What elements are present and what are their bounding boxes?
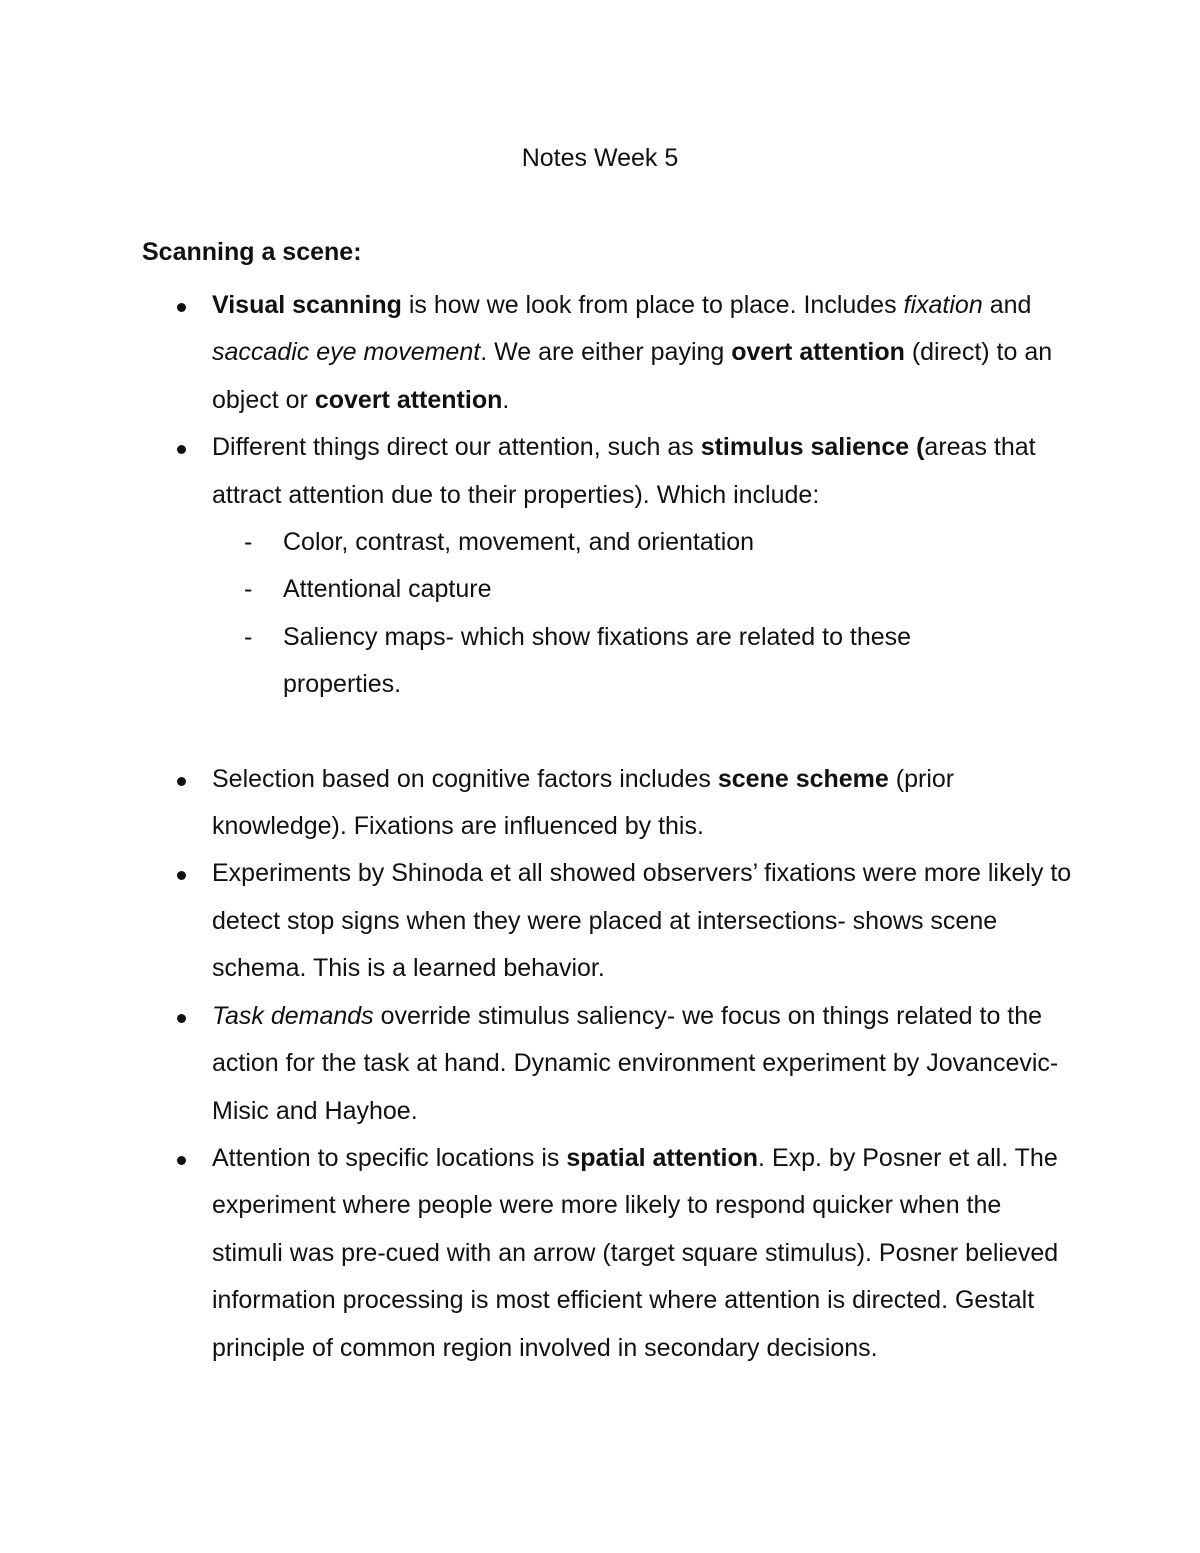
bullet-dot-icon (177, 871, 186, 880)
dash-marker-icon: - (244, 622, 253, 651)
sub-list-item (212, 614, 1003, 709)
section-heading: Scanning a scene: (142, 238, 362, 266)
term-covert-attention: covert attention (314, 385, 503, 414)
sub-list-item (212, 519, 1003, 566)
bullet-dot-icon (177, 303, 186, 312)
dash-marker-icon: - (244, 575, 253, 604)
text-segment: Selection based on cognitive factors includes (212, 764, 718, 793)
dash-marker-icon: - (244, 528, 253, 557)
term-overt-attention: overt attention (731, 338, 905, 367)
text-segment: . (502, 385, 510, 414)
sub-list-item (212, 566, 1003, 613)
term-stimulus-salience: stimulus salience (700, 433, 910, 462)
bold-paren: ( (916, 433, 925, 462)
term-scene-scheme: scene scheme (717, 764, 889, 793)
bullet-item-spatial-attention (0, 1135, 1072, 1372)
sub-item-text: Color, contrast, movement, and orientation (283, 528, 755, 557)
text-segment: Experiments by Shinoda et all showed observers’ fixations were more likely to detect stop signs when they were placed at intersections- shows scene schema. This is a learned behavior. (212, 859, 1072, 983)
text-segment: Attention to specific locations is (212, 1143, 567, 1172)
term-fixation: fixation (903, 291, 983, 319)
term-visual-scanning: Visual scanning (212, 291, 402, 319)
sub-item-text: Saliency maps- which show fixations are related to these properties. (283, 622, 912, 699)
text-segment: Different things direct our attention, such as (212, 433, 701, 462)
bullet-dot-icon (177, 777, 186, 786)
term-spatial-attention: spatial attention (566, 1143, 759, 1172)
bullet-dot-icon (177, 1156, 186, 1165)
bullet-list (0, 282, 1200, 1372)
text-segment: . Exp. by Posner et all. The experiment where people were more likely to respond quicker when the stimuli was pre-cued with an arrow (target square stimulus). Posner believed information processing is most efficient where attention is directed. Gestalt principle of common region involved in secondary decisions. (212, 1143, 1059, 1362)
bullet-dot-icon (177, 445, 186, 454)
bullet-item-visual-scanning (0, 282, 1072, 424)
text-segment: override stimulus saliency- we focus on things related to the action for the task at hand. Dynamic environment experiment by Jovancevic-Misic and Hayhoe. (212, 1001, 1059, 1125)
sub-list (212, 519, 1072, 709)
bullet-item-shinoda (0, 850, 1072, 992)
text-segment: . We are either paying (480, 338, 732, 367)
text-segment: and (982, 291, 1032, 319)
bullet-item-scene-scheme (0, 756, 1072, 851)
term-saccadic-eye-movement: saccadic eye movement (212, 338, 481, 367)
bullet-dot-icon (177, 1014, 186, 1023)
term-task-demands: Task demands (212, 1001, 374, 1030)
page-title: Notes Week 5 (521, 144, 679, 172)
text-segment: areas that attract attention due to their properties). Which include: (212, 433, 1036, 509)
bullet-item-task-demands (0, 993, 1072, 1135)
sub-item-text: Attentional capture (283, 575, 492, 604)
text-segment: is how we look from place to place. Includes (401, 291, 904, 319)
text-segment: (prior knowledge). Fixations are influenced by this. (212, 764, 955, 841)
bullet-item-stimulus-salience (0, 424, 1072, 708)
text-segment: (direct) to an object or (212, 338, 1053, 414)
